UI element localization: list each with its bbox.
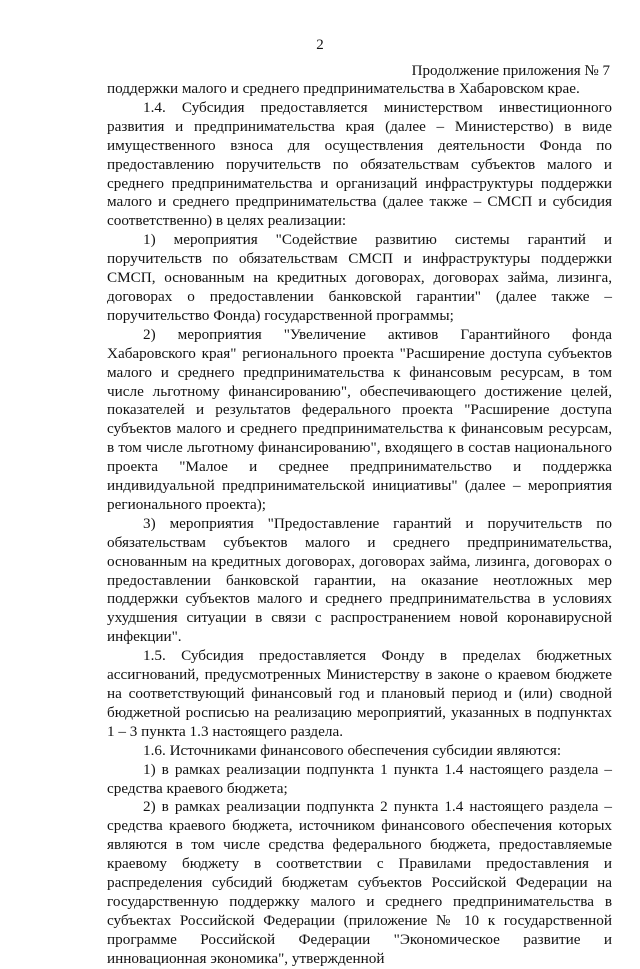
paragraph-1-5: 1.5. Субсидия предоставляется Фонду в пределах бюджетных ассигнований, предусмотренных Министерству в законе о краевом бюджете на соответствующий финансовый год и плановый период и (или) сводной бюджетной росписью на реализацию мероприятий, указанных в подпунктах 1 – 3 пункта 1.3 настоящего раздела. bbox=[107, 647, 612, 740]
paragraph-source-1: 1) в рамках реализации подпункта 1 пункта 1.4 настоящего раздела – средства краевого бюджета; bbox=[107, 760, 612, 797]
paragraph-item-1: 1) мероприятия "Содействие развитию системы гарантий и поручительств по обязательствам СМСП и инфраструктуры поддержки СМСП, основанным на кредитных договорах, договорах займа, лизинга, договорах о предоставлении банковской гарантии" (далее также – поручительство Фонда) государственной программы; bbox=[107, 231, 612, 324]
paragraph-continuation: поддержки малого и среднего предпринимательства в Хабаровском крае. bbox=[107, 80, 580, 97]
paragraph-item-2: 2) мероприятия "Увеличение активов Гарантийного фонда Хабаровского края" регионального проекта "Расширение доступа субъектов малого и среднего предпринимательства к финансовым ресурсам, в том числе льготному финансированию", обеспечивающего достижение целей, показателей и результатов федерального проекта "Расширение доступа субъектов малого и среднего предпринимательства к финансовым ресурсам, в том числе льготному финансированию", входящего в состав национального проекта "Малое и среднее предпринимательство и поддержка индивидуальной предпринимательской инициативы" (далее – мероприятия регионального проекта); bbox=[107, 325, 612, 513]
paragraph-1-6: 1.6. Источниками финансового обеспечения субсидии являются: bbox=[143, 741, 562, 759]
document-body bbox=[107, 80, 612, 969]
paragraph-item-3: 3) мероприятия "Предоставление гарантий и поручительств по обязательствам субъектов малого и среднего предпринимательства, основанным на кредитных договорах, договорах займа, лизинга, договорах о предоставлении банковской гарантии, на оказание неотложных мер поддержки субъектов малого и среднего предпринимательства в условиях ухудшения ситуации в связи с распространением новой коронавирусной инфекции". bbox=[107, 514, 612, 646]
page-number: 2 bbox=[316, 37, 324, 53]
paragraph-source-2: 2) в рамках реализации подпункта 2 пункта 1.4 настоящего раздела – средства краевого бюджета, источником финансового обеспечения которых являются в том числе средства федерального бюджета, предоставляемые краевому бюджету в соответствии с Правилами предоставления и распределения субсидий бюджетам субъектов Российской Федерации на государственную поддержку малого и среднего предпринимательства в субъектах Российской Федерации (приложение № 10 к государственной программе Российской Федерации "Экономическое развитие и инновационная экономика", утвержденной bbox=[107, 798, 612, 967]
continuation-label: Продолжение приложения № 7 bbox=[411, 63, 610, 79]
paragraph-1-4: 1.4. Субсидия предоставляется министерством инвестиционного развития и предпринимательства края (далее – Министерство) в виде имущественного взноса для осуществления деятельности Фонда по предоставлению поручительств по обязательствам субъектов малого и среднего предпринимательства и организаций инфраструктуры поддержки малого и среднего предпринимательства (далее также – СМСП и субсидия соответственно) в целях реализации: bbox=[107, 98, 612, 230]
